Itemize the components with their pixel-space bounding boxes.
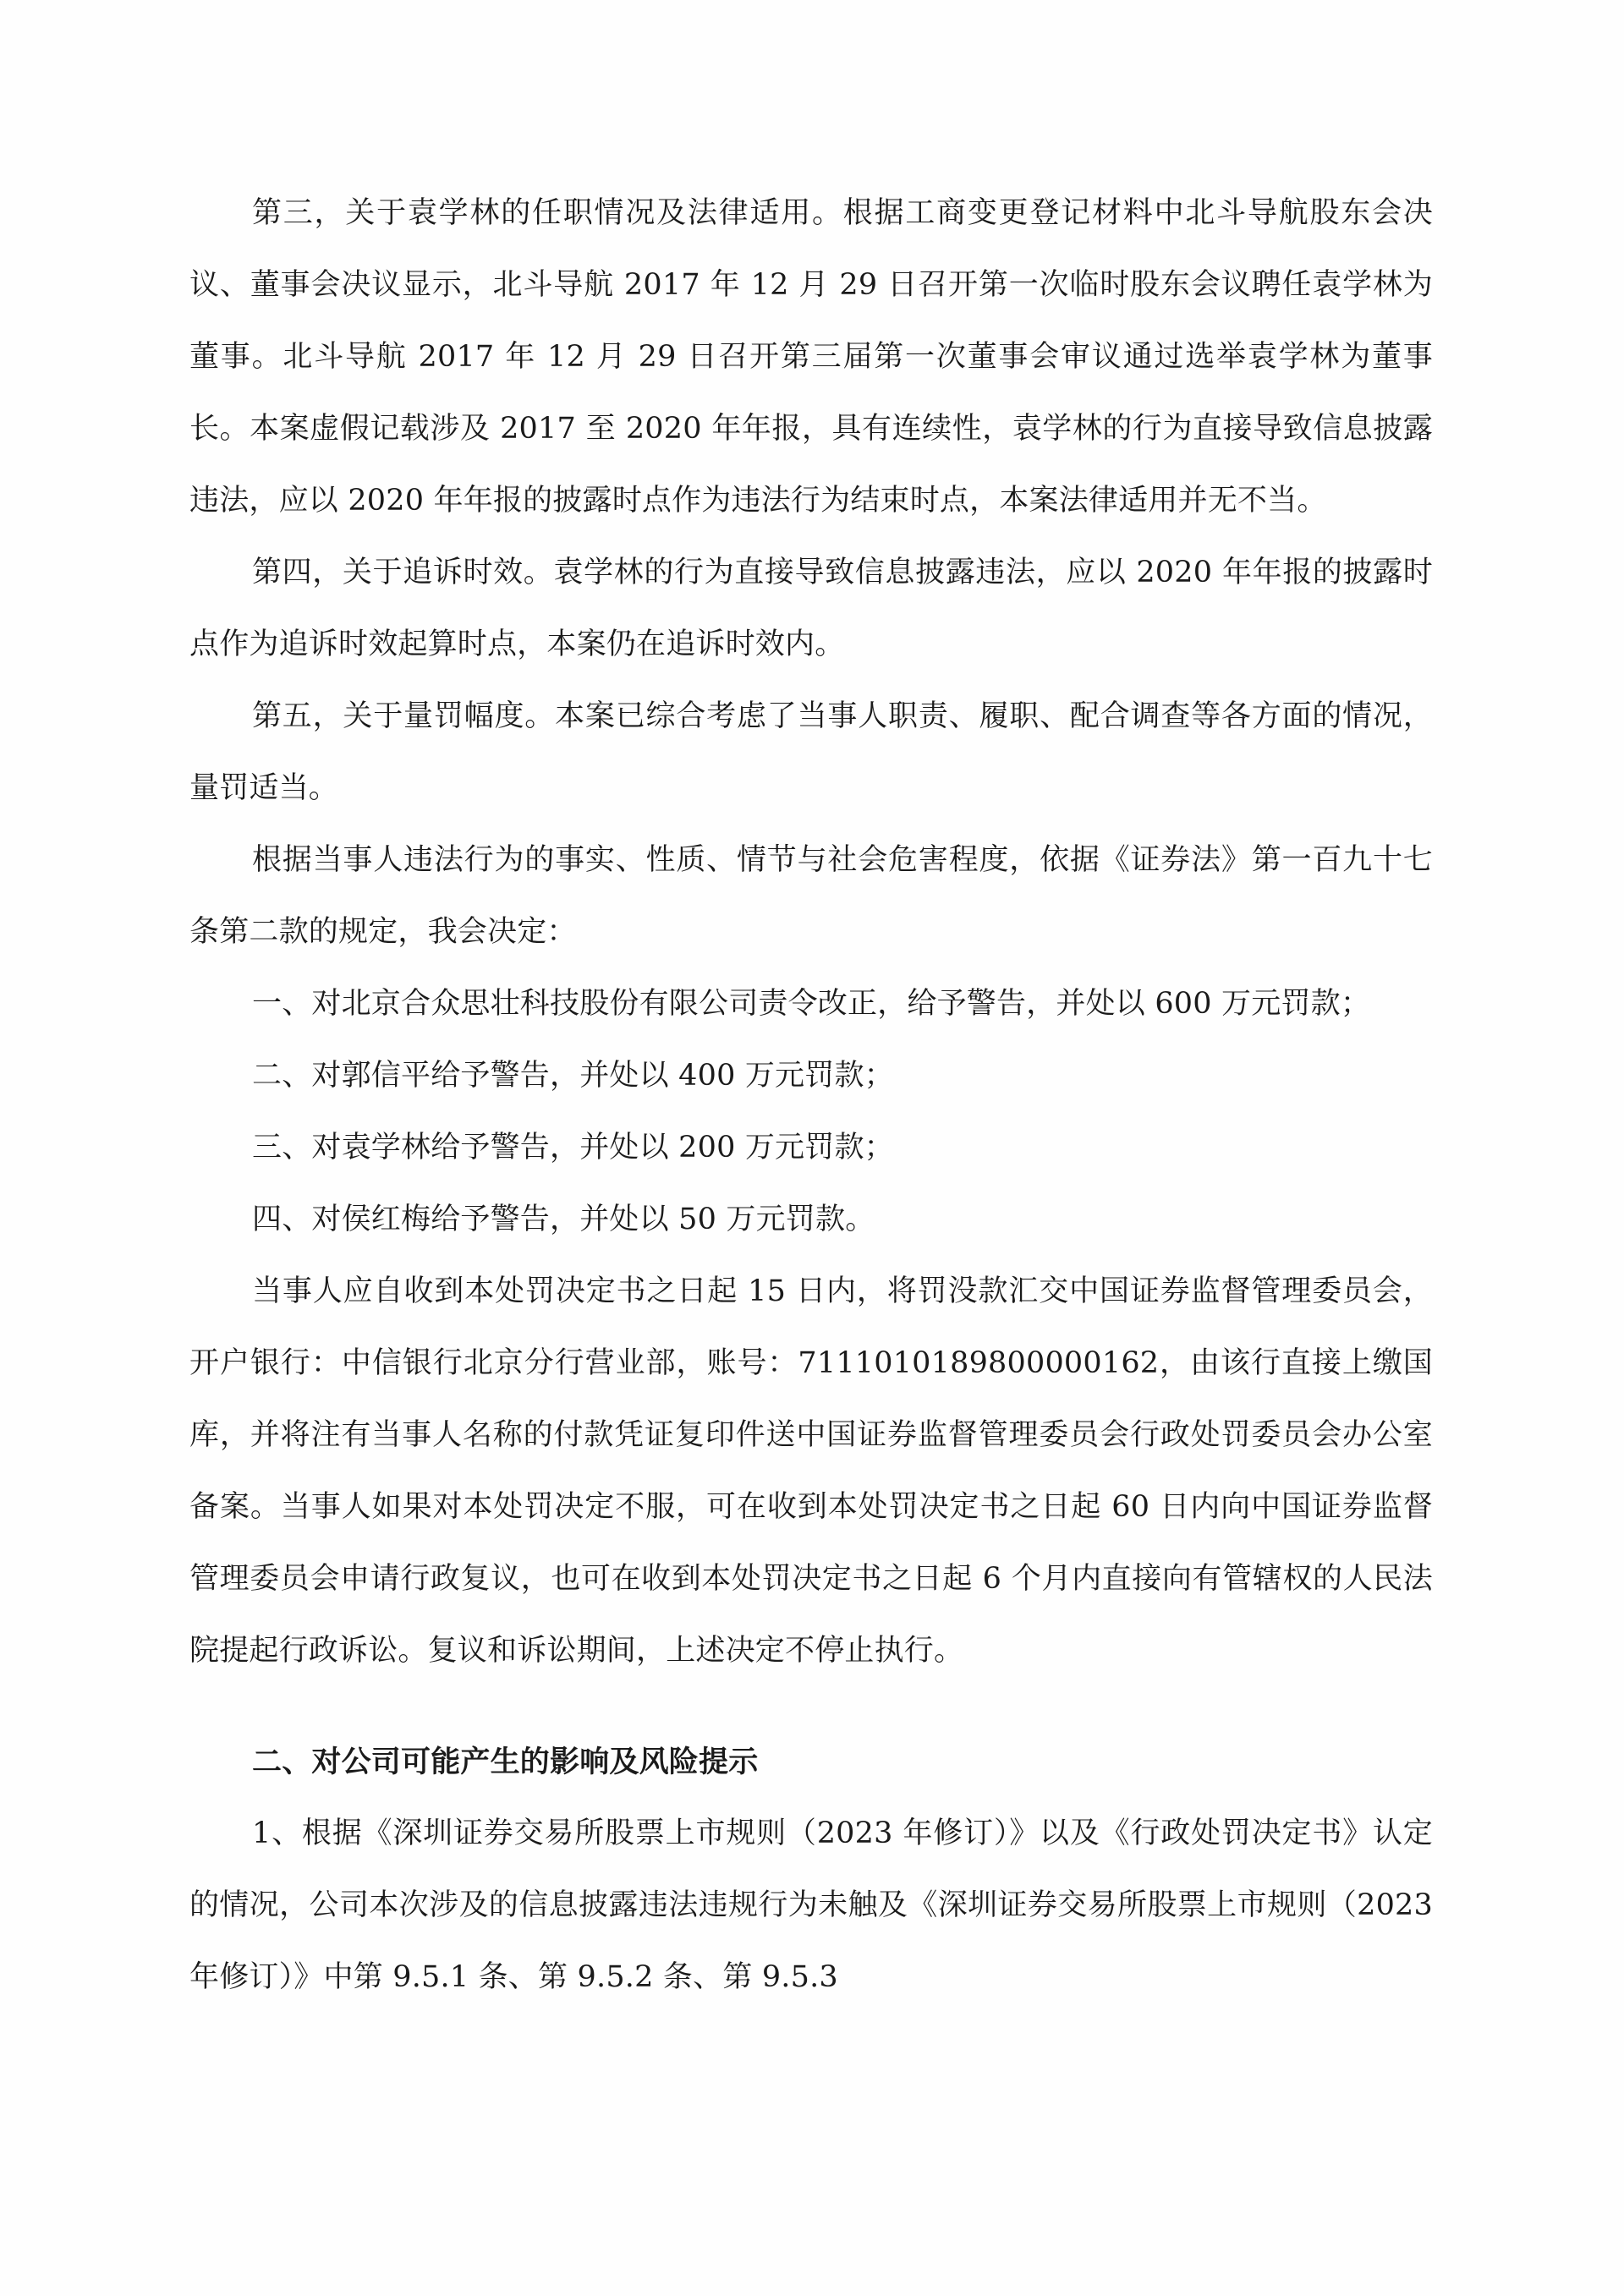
penalty-item-2: 二、对郭信平给予警告，并处以 400 万元罚款；	[252, 1059, 894, 1093]
section-heading-two: 二、对公司可能产生的影响及风险提示	[252, 1745, 759, 1779]
document-body	[189, 178, 1433, 2014]
penalty-item-1: 一、对北京合众思壮科技股份有限公司责令改正，给予警告，并处以 600 万元罚款；	[252, 987, 1371, 1021]
paragraph-item-four: 第四，关于追诉时效。袁学林的行为直接导致信息披露违法，应以 2020 年年报的披露时点作为追诉时效起算时点，本案仍在追诉时效内。	[189, 556, 1433, 661]
paragraph-impact-1: 1、根据《深圳证券交易所股票上市规则（2023 年修订）》以及《行政处罚决定书》认定的情况，公司本次涉及的信息披露违法违规行为未触及《深圳证券交易所股票上市规则（2023 年修订）》中第 9.5.1 条、第 9.5.2 条、第 9.5.3	[189, 1817, 1433, 1994]
paragraph-payment-instructions: 当事人应自收到本处罚决定书之日起 15 日内，将罚没款汇交中国证券监督管理委员会，开户银行：中信银行北京分行营业部，账号：7111010189800000162，由该行直接上缴国库，并将注有当事人名称的付款凭证复印件送中国证券监督管理委员会行政处罚委员会办公室备案。当事人如果对本处罚决定不服，可在收到本处罚决定书之日起 60 日内向中国证券监督管理委员会申请行政复议，也可在收到本处罚决定书之日起 6 个月内直接向有管辖权的人民法院提起行政诉讼。复议和诉讼期间，上述决定不停止执行。	[189, 1274, 1433, 1668]
paragraph-legal-basis: 根据当事人违法行为的事实、性质、情节与社会危害程度，依据《证券法》第一百九十七条第二款的规定，我会决定：	[189, 843, 1433, 949]
paragraph-item-three: 第三，关于袁学林的任职情况及法律适用。根据工商变更登记材料中北斗导航股东会决议、董事会决议显示，北斗导航 2017 年 12 月 29 日召开第一次临时股东会议聘任袁学林为董事。北斗导航 2017 年 12 月 29 日召开第三届第一次董事会审议通过选举袁学林为董事长。本案虚假记载涉及 2017 至 2020 年年报，具有连续性，袁学林的行为直接导致信息披露违法，应以 2020 年年报的披露时点作为违法行为结束时点，本案法律适用并无不当。	[189, 196, 1433, 518]
penalty-item-4: 四、对侯红梅给予警告，并处以 50 万元罚款。	[252, 1203, 875, 1236]
paragraph-item-five: 第五，关于量罚幅度。本案已综合考虑了当事人职责、履职、配合调查等各方面的情况，量罚适当。	[189, 699, 1433, 805]
penalty-item-3: 三、对袁学林给予警告，并处以 200 万元罚款；	[252, 1131, 894, 1164]
